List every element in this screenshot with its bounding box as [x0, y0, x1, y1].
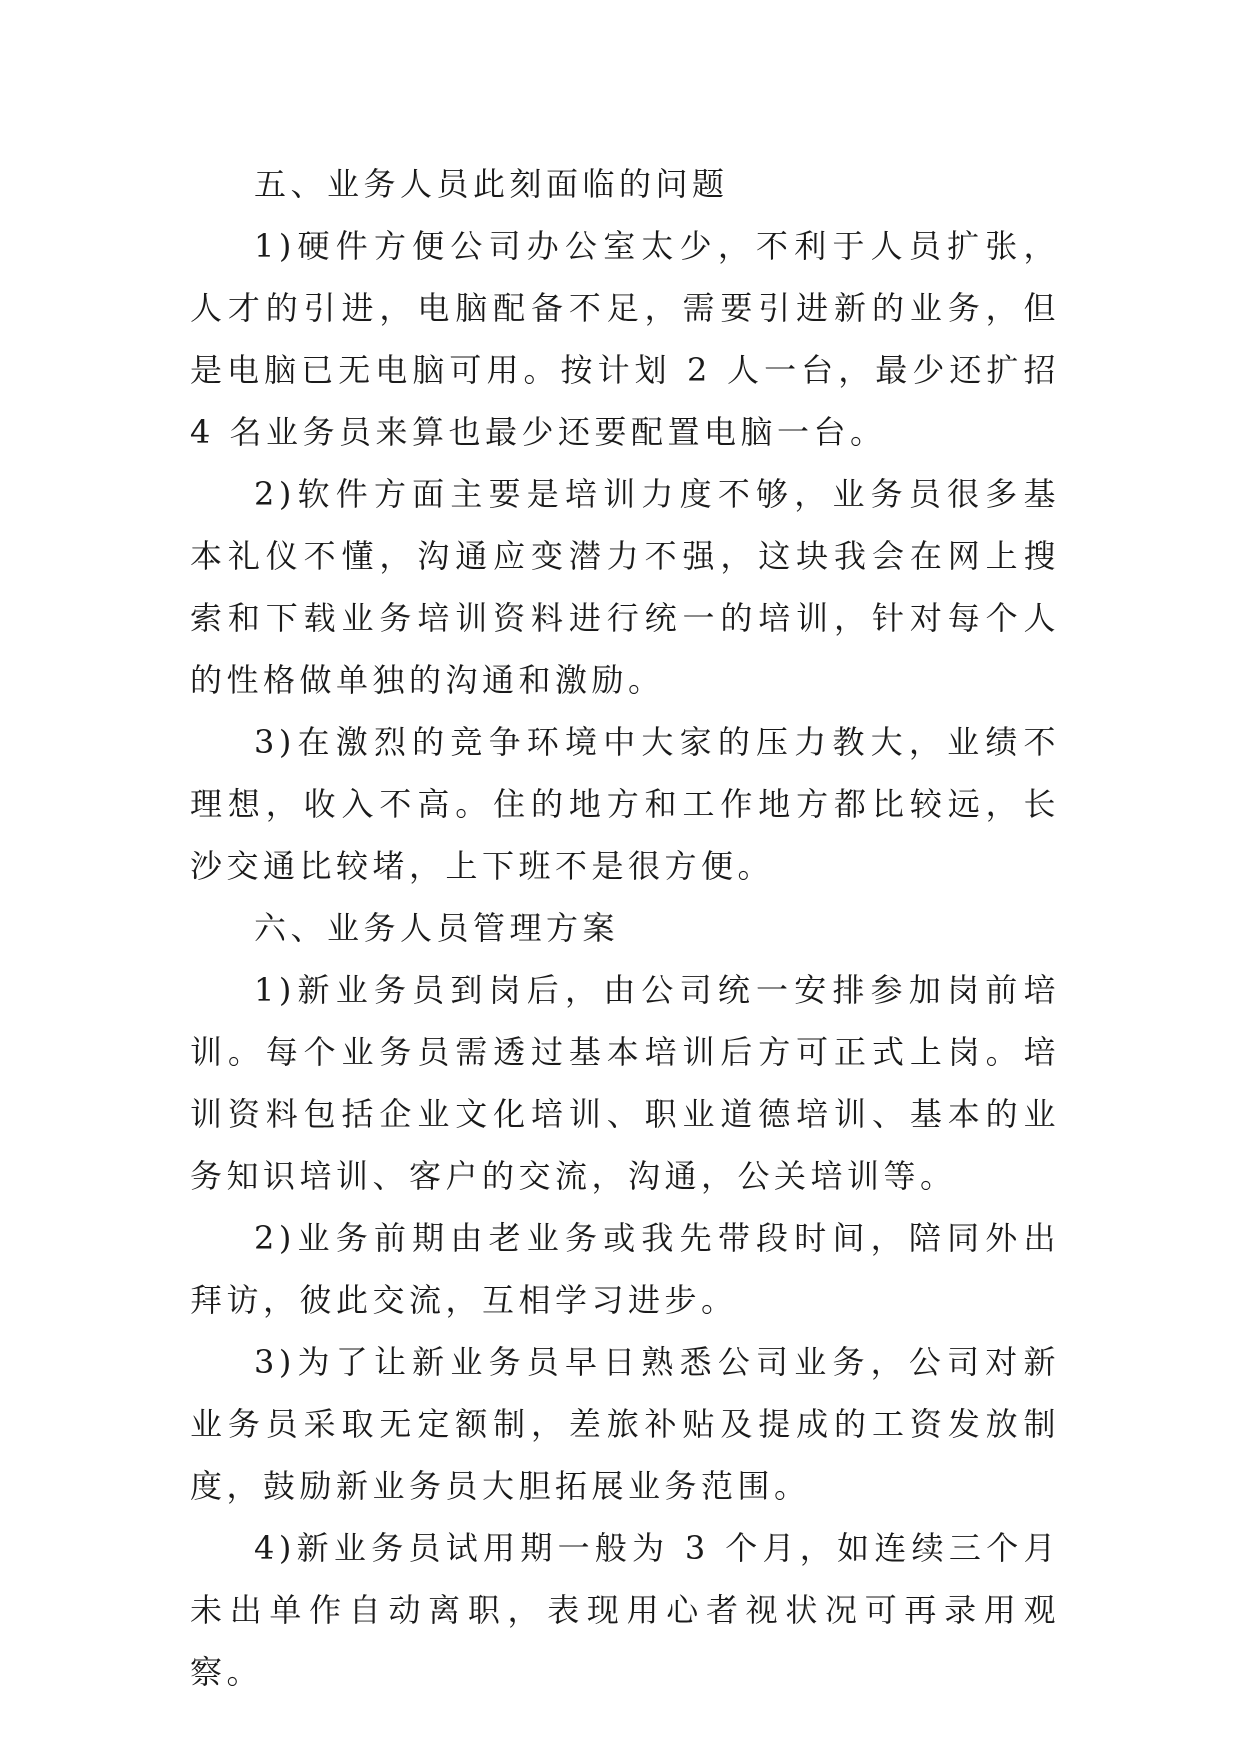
paragraph-problem-software: 2)软件方面主要是培训力度不够，业务员很多基本礼仪不懂，沟通应变潜力不强，这块我会在网上搜索和下载业务培训资料进行统一的培训，针对每个人的性格做单独的沟通和激励。 [190, 475, 1060, 699]
paragraph-problem-pressure: 3)在激烈的竞争环境中大家的压力教大，业绩不理想，收入不高。住的地方和工作地方都比较远，长沙交通比较堵，上下班不是很方便。 [190, 723, 1060, 885]
paragraph-plan-mentoring: 2)业务前期由老业务或我先带段时间，陪同外出拜访，彼此交流，互相学习进步。 [190, 1219, 1060, 1319]
paragraph-plan-compensation: 3)为了让新业务员早日熟悉公司业务，公司对新业务员采取无定额制，差旅补贴及提成的工资发放制度，鼓励新业务员大胆拓展业务范围。 [190, 1343, 1060, 1505]
paragraph-plan-probation: 4)新业务员试用期一般为 3 个月，如连续三个月未出单作自动离职，表现用心者视状况可再录用观察。 [190, 1529, 1060, 1691]
section-heading-management: 六、业务人员管理方案 [254, 909, 620, 947]
document-body [190, 153, 1060, 1703]
section-heading-problems: 五、业务人员此刻面临的问题 [254, 165, 729, 203]
paragraph-problem-hardware: 1)硬件方便公司办公室太少，不利于人员扩张，人才的引进，电脑配备不足，需要引进新的业务，但是电脑已无电脑可用。按计划 2 人一台，最少还扩招 4 名业务员来算也最少还要配置电脑一台。 [190, 227, 1060, 451]
paragraph-plan-training: 1)新业务员到岗后，由公司统一安排参加岗前培训。每个业务员需透过基本培训后方可正式上岗。培训资料包括企业文化培训、职业道德培训、基本的业务知识培训、客户的交流，沟通，公关培训等。 [190, 971, 1060, 1195]
